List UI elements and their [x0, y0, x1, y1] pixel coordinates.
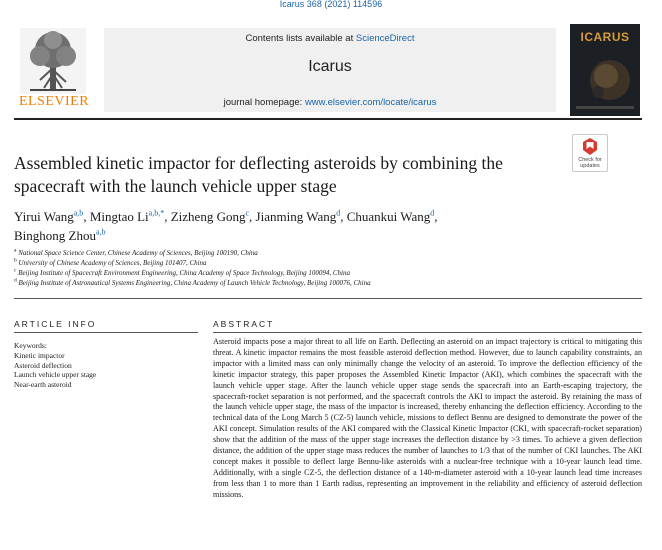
- affiliation-key: a: [14, 247, 17, 254]
- article-title: Assembled kinetic impactor for deflecting asteroids by combining the spacecraft with the launch vehicle upper stage: [14, 153, 503, 196]
- article-info-divider: [14, 332, 198, 333]
- author[interactable]: [256, 209, 341, 224]
- keywords-label: Keywords:: [14, 341, 47, 350]
- contents-line: [104, 33, 556, 44]
- keyword-item: Asteroid deflection: [14, 360, 72, 370]
- author-affil-sup[interactable]: a,b,*: [148, 208, 165, 218]
- author[interactable]: [14, 209, 83, 224]
- affiliation-item: [14, 258, 614, 268]
- check-label-line1: Check for: [578, 157, 602, 163]
- keyword-item: Near-earth asteroid: [14, 380, 72, 390]
- homepage-line: [104, 97, 556, 108]
- author[interactable]: [14, 228, 106, 243]
- affiliation-text: Beijing Institute of Spacecraft Environment Engineering, China Academy of Space Technology, Beijing 100094, China: [18, 269, 351, 277]
- crossmark-icon: [583, 138, 597, 155]
- journal-citation[interactable]: [0, 0, 662, 9]
- homepage-prefix: journal homepage:: [223, 97, 305, 108]
- author-name: Jianming Wang: [255, 209, 337, 224]
- author-name: Zizheng Gong: [170, 209, 246, 224]
- check-for-updates-button[interactable]: [572, 134, 608, 172]
- homepage-link[interactable]: www.elsevier.com/locate/icarus: [304, 97, 437, 108]
- affiliation-key: d: [14, 277, 17, 284]
- author-list: [14, 207, 574, 245]
- author[interactable]: [171, 209, 249, 224]
- sciencedirect-link[interactable]: ScienceDirect: [355, 33, 415, 44]
- affiliation-divider: [14, 298, 642, 299]
- journal-cover-image[interactable]: [570, 24, 640, 116]
- elsevier-logo: [14, 28, 94, 112]
- author-separator: ,: [434, 209, 438, 224]
- author-name: Yirui Wang: [14, 209, 74, 224]
- keyword-item: Launch vehicle upper stage: [14, 370, 97, 380]
- abstract-divider: [213, 332, 642, 333]
- author-separator: ,: [164, 209, 171, 224]
- author-name: Mingtao Li: [89, 209, 149, 224]
- author-name: Binghong Zhou: [14, 228, 96, 243]
- keywords-block: [14, 341, 198, 390]
- contents-prefix: Contents lists available at: [245, 33, 356, 44]
- affiliation-text: National Space Science Center, Chinese Academy of Sciences, Beijing 100190, China: [18, 249, 258, 257]
- elsevier-wordmark: ELSEVIER: [18, 94, 90, 109]
- elsevier-tree-icon: [20, 28, 86, 94]
- author-separator: ,: [83, 209, 90, 224]
- cover-title: ICARUS: [580, 30, 630, 44]
- affiliation-text: Beijing Institute of Astronautical Systems Engineering, China Academy of Launch Vehicle Technology, Beijing 100076, China: [18, 279, 371, 287]
- journal-name: Icarus: [308, 58, 352, 75]
- affiliation-item: [14, 278, 614, 288]
- citation-link[interactable]: Icarus 368 (2021) 114596: [279, 0, 383, 9]
- abstract-heading: ABSTRACT: [213, 319, 275, 329]
- header-divider: [14, 118, 642, 120]
- author-affil-sup[interactable]: a,b: [95, 227, 106, 237]
- affiliation-list: [14, 248, 614, 288]
- article-info-heading: ARTICLE INFO: [14, 319, 97, 329]
- affiliation-item: [14, 268, 614, 278]
- journal-header-box: [104, 28, 556, 112]
- author[interactable]: [90, 209, 164, 224]
- author-affil-sup[interactable]: d: [336, 208, 341, 218]
- affiliation-item: [14, 248, 614, 258]
- affiliation-key: c: [14, 267, 17, 274]
- keyword-item: Kinetic impactor: [14, 350, 65, 360]
- affiliation-key: b: [14, 257, 17, 264]
- check-label-line2: updates: [580, 163, 600, 169]
- author[interactable]: [346, 208, 438, 224]
- check-for-updates-label: [573, 157, 607, 169]
- author-separator: ,: [249, 209, 256, 224]
- author-name: Chuankui Wang: [346, 209, 431, 224]
- author-affil-sup[interactable]: a,b: [73, 208, 84, 218]
- cover-art-icon: [570, 46, 640, 116]
- author-separator: ,: [340, 209, 347, 224]
- author-affil-sup[interactable]: d: [430, 208, 435, 218]
- author-affil-sup[interactable]: c: [245, 208, 250, 218]
- affiliation-text: University of Chinese Academy of Sciences, Beijing 101407, China: [18, 259, 207, 267]
- abstract-text: Asteroid impacts pose a major threat to all life on Earth. Deflecting an asteroid on an impact trajectory is critical to mitigating this threat. A kinetic impactor remains the most feasible asteroid deflection method. However, due to launch capability constraints, an impactor with a limited mass can only minimally change the velocity of an asteroid. To improve the deflection efficiency of the kinetic impactor strategy, this paper proposes the Assembled Kinetic Impactor (AKI), which combines the spacecraft with the launch vehicle upper stage. After the launch vehicle upper stage sends the spacecraft into an Earth-escaping trajectory, the spacecraft-rocket separation is not performed, and the spacecraft controls the AKI to impact the asteroid. By retaining the mass of the launch vehicle upper stage, the mass of the impactor is increased, thereby enhancing the deflection efficiency. According to the technical data of the Long March 5 (CZ-5) launch vehicle, missions to deflect Bennu are designed to demonstrate the power of the AKI concept. Simulation results of the AKI compared with the Classical Kinetic Impactor (CKI, with spacecraft-rocket separation) show that the addition of the mass of the upper stage increases the deflection distance by >3 times. To achieve a given deflection distance, the addition of the upper stage mass reduces the number of launches to 1/3 that of the number of CKI launches. The AKI concept makes it possible to deflect large Bennu-like asteroids with a nuclear-free technique with a 10-year launch lead time. Additionally, with a single CZ-5, the deflection distance of a 140-m-diameter asteroid with a 10-year launch lead time increases from less than 1 to more than 1 Earth radius, representing an improvement in the reliability and efficiency of asteroid deflection missions.: [213, 337, 642, 499]
